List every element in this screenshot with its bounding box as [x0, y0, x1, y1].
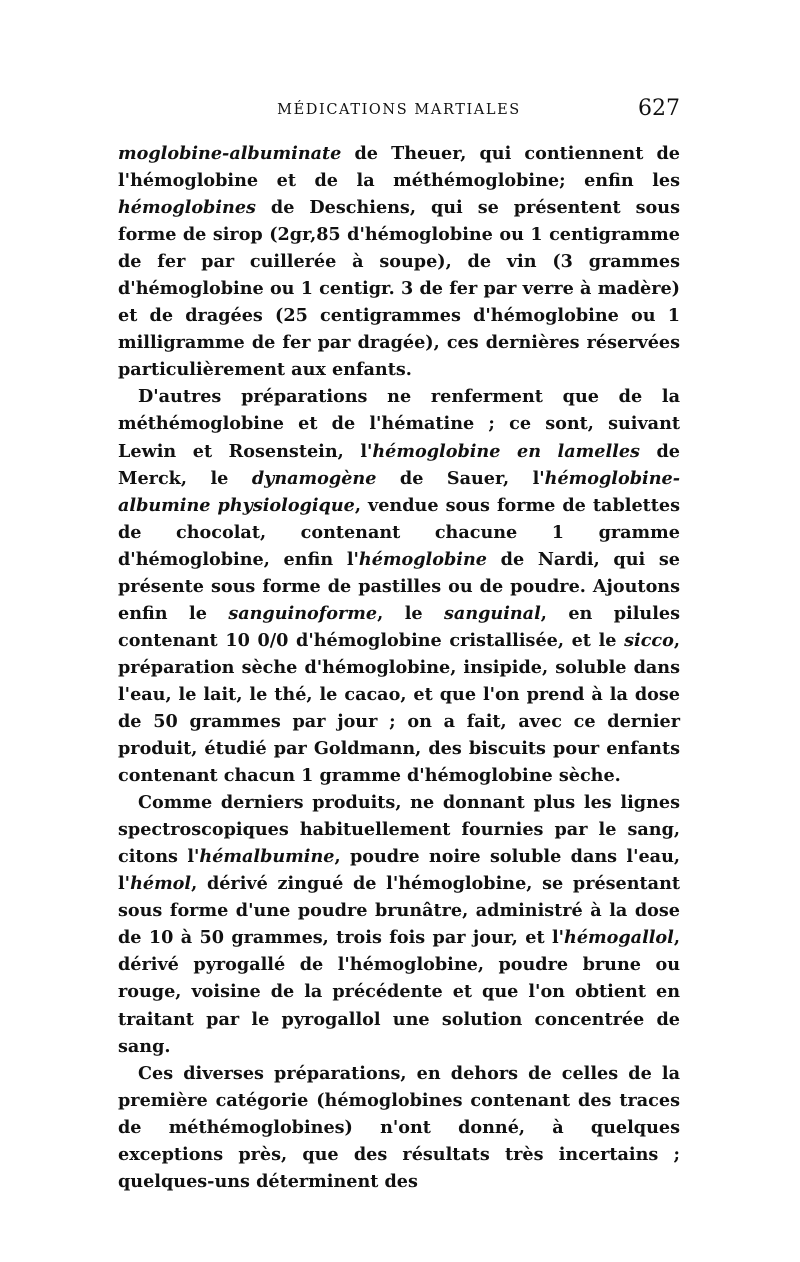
- text-run: Ces diverses préparations, en dehors de celles de la première catégorie (hémoglobines contenant des traces de méthémoglobines) n'ont donné, à quelques exceptions près, que des résultats très incertains ; quelques-uns déterminent des: [118, 1062, 680, 1192]
- italic-term: hémol: [130, 873, 192, 895]
- italic-term: sanguinoforme: [228, 602, 378, 624]
- italic-term: sicco: [624, 629, 674, 651]
- running-title: MÉDICATIONS MARTIALES: [277, 102, 521, 118]
- paragraph-1: [118, 140, 680, 383]
- italic-term: sanguinal: [444, 602, 541, 624]
- italic-term: dynamogène: [251, 467, 377, 489]
- page-header: [118, 92, 680, 132]
- italic-term: hémoglobine-albumine physiologique: [118, 467, 681, 516]
- text-run: de Deschiens, qui se présentent sous forme de sirop (2gr,85 d'hémoglobine ou 1 centigramme de fer par cuillerée à soupe), de vin (3 grammes d'hémoglobine ou 1 centigr. 3 de fer par verre à madère) et de dragées (25 centigrammes d'hémoglobine ou 1 milligramme de fer par dragée), ces dernières réservées particulièrement aux enfants.: [118, 197, 680, 381]
- paragraph-2: [118, 383, 680, 789]
- italic-term: moglobine-albuminate: [118, 143, 342, 164]
- text-run: D'autres préparations ne renferment que de la méthémoglobine et de l'hématine ; ce sont, suivant Lewin et Rosenstein, l': [118, 386, 680, 462]
- text-run: , le: [377, 602, 445, 624]
- text-run: de Merck, le: [118, 440, 680, 489]
- paragraph-3: [118, 789, 680, 1059]
- paragraph-4: [118, 1060, 680, 1195]
- text-run: , préparation sèche d'hémoglobine, insipide, soluble dans l'eau, le lait, le thé, le cacao, et que l'on prend à la dose de 50 grammes par jour ; on a fait, avec ce dernier produit, étudié par Goldmann, des biscuits pour enfants contenant chacun 1 gramme d'hémoglobine sèche.: [118, 629, 680, 787]
- text-run: , vendue sous forme de tablettes de chocolat, contenant chacune 1 gramme d'hémoglobine, enfin l': [118, 494, 680, 570]
- italic-term: hémogallol: [564, 927, 674, 949]
- text-run: de Sauer, l': [376, 467, 545, 489]
- page-number: 627: [638, 96, 680, 121]
- text-run: de Theuer, qui contiennent de l'hémoglobine et de la méthémoglobine; enfin les: [118, 143, 680, 192]
- italic-term: hémoglobine en lamelles: [372, 440, 640, 462]
- text-run: Comme derniers produits, ne donnant plus les lignes spectroscopiques habituellement fournies par le sang, citons l': [118, 792, 680, 868]
- italic-term: hémoglobines: [118, 197, 256, 219]
- body-text: [118, 140, 680, 1195]
- italic-term: hémoglobine: [358, 548, 487, 570]
- text-run: , poudre noire soluble dans l'eau, l': [118, 846, 680, 895]
- text-run: , dérivé pyrogallé de l'hémoglobine, poudre brune ou rouge, voisine de la précédente et que l'on obtient en traitant par le pyrogallol une solution concentrée de sang.: [118, 927, 680, 1057]
- text-run: , dérivé zingué de l'hémoglobine, se présentant sous forme d'une poudre brunâtre, administré à la dose de 10 à 50 grammes, trois fois par jour, et l': [118, 873, 680, 949]
- text-run: , en pilules contenant 10 0/0 d'hémoglobine cristallisée, et le: [118, 602, 680, 651]
- text-run: de Nardi, qui se présente sous forme de pastilles ou de poudre. Ajoutons enfin le: [118, 548, 681, 624]
- italic-term: hémalbumine: [199, 846, 335, 868]
